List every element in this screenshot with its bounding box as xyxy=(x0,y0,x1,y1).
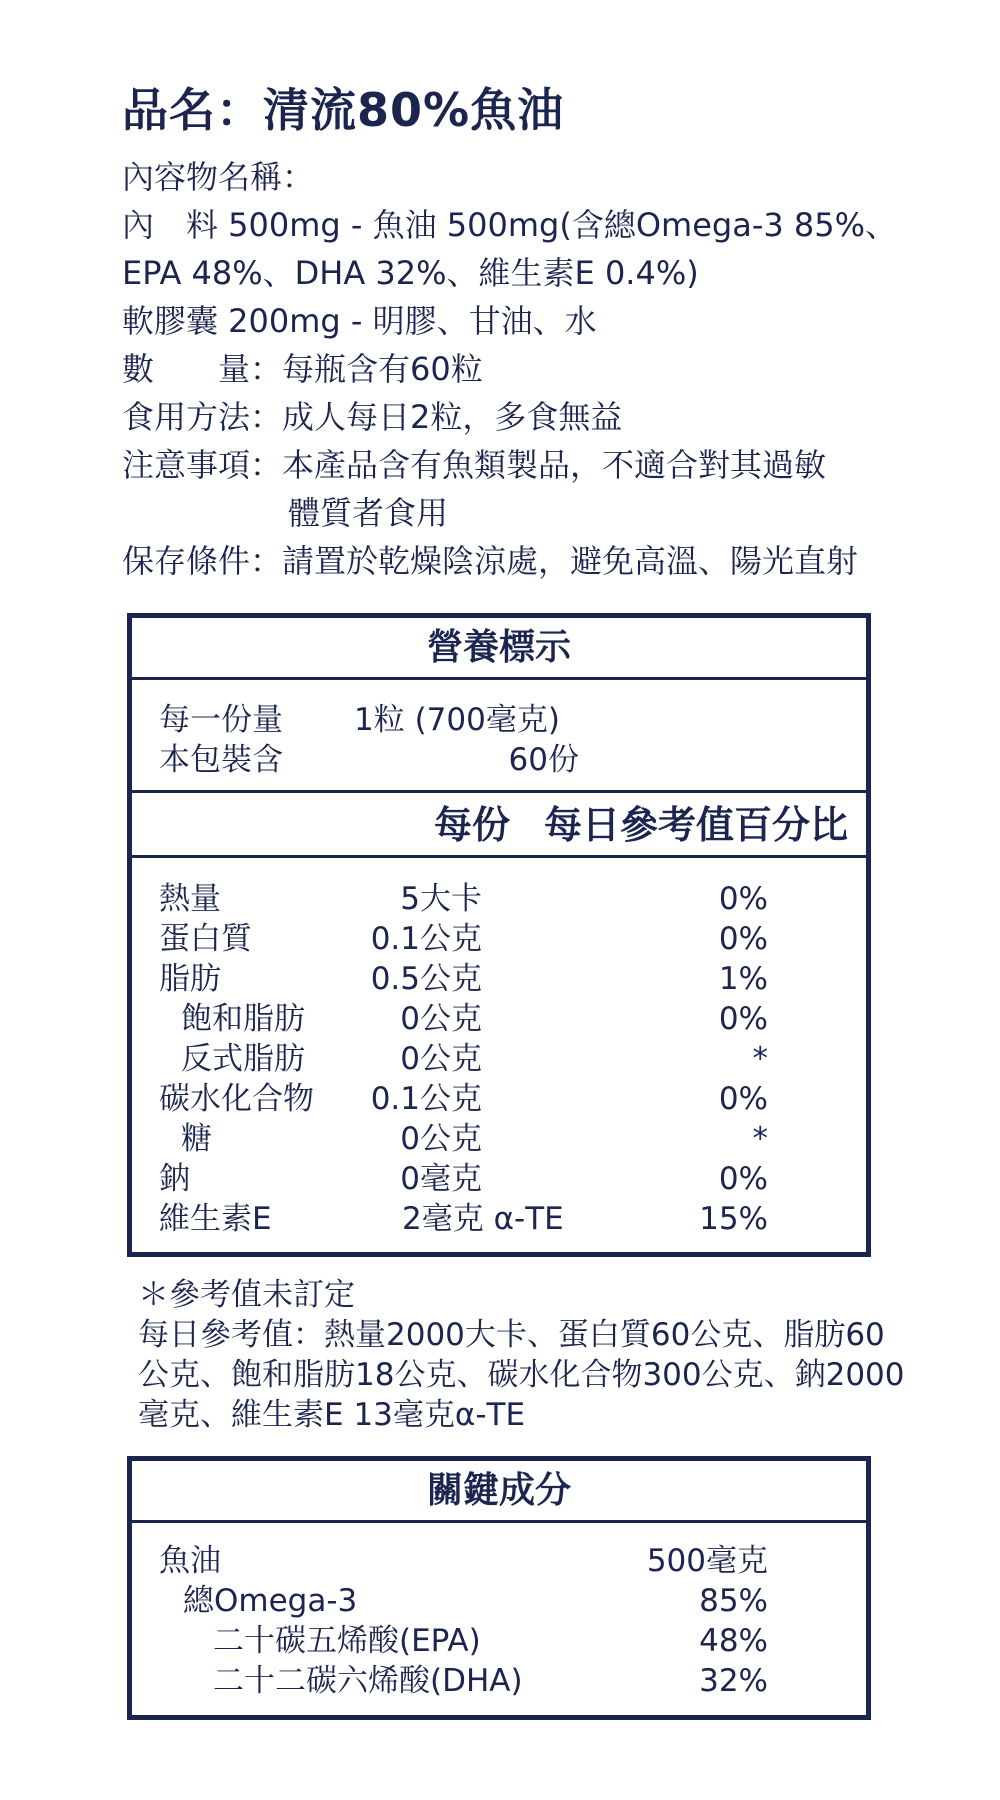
serving-info xyxy=(159,700,579,780)
nutrient-percent: 0% xyxy=(718,881,768,917)
ingredient-value: 500毫克 xyxy=(646,1543,768,1579)
nutrient-name: 維生素E xyxy=(159,1201,272,1237)
nutrient-value: 0.5公克 xyxy=(370,961,482,997)
table-row xyxy=(159,1119,866,1159)
nutrient-percent: * xyxy=(752,1121,768,1157)
ingredient-value: 48% xyxy=(699,1623,768,1659)
nutrient-percent: 15% xyxy=(699,1201,768,1237)
nutrition-table xyxy=(159,879,866,1239)
table-row xyxy=(159,999,866,1039)
serving-size-value: 1粒 (700毫克) xyxy=(354,702,560,738)
info-line-storage: 保存條件：請置於乾燥陰涼處，避免高溫、陽光直射 xyxy=(122,542,859,580)
nutrition-title: 營養標示 xyxy=(132,618,866,680)
nutrient-value: 0毫克 xyxy=(400,1161,482,1197)
table-row xyxy=(159,1079,866,1119)
info-line-contents-heading: 內容物名稱： xyxy=(122,158,315,196)
serving-size-label: 每一份量 xyxy=(159,702,283,738)
footnote-line: ＊參考值未訂定 xyxy=(138,1277,355,1313)
nutrient-name: 蛋白質 xyxy=(159,921,252,957)
nutrient-value: 0.1公克 xyxy=(370,921,482,957)
nutrition-facts-box xyxy=(127,613,871,1257)
product-info xyxy=(122,153,902,585)
table-row xyxy=(159,1661,866,1701)
servings-per-pack-label: 本包裝含 xyxy=(159,742,283,778)
table-row xyxy=(159,1039,866,1079)
info-line-ingredients-cont: EPA 48%、DHA 32%、維生素E 0.4%) xyxy=(122,254,699,292)
info-line-caution: 注意事項：本產品含有魚類製品，不適合對其過敏 xyxy=(122,446,827,484)
divider xyxy=(132,855,866,858)
ingredient-name: 總Omega-3 xyxy=(183,1583,358,1619)
col-per-serving: 每份 xyxy=(433,803,510,847)
nutrient-value: 2毫克 α-TE xyxy=(402,1201,564,1237)
table-row xyxy=(159,1541,866,1581)
table-row xyxy=(159,1621,866,1661)
nutrient-percent: 1% xyxy=(718,961,768,997)
table-row xyxy=(159,1199,866,1239)
table-row xyxy=(159,959,866,999)
nutrient-name: 碳水化合物 xyxy=(159,1081,314,1117)
info-line-caution-cont: 體質者食用 xyxy=(288,494,449,532)
nutrient-value: 0公克 xyxy=(400,1001,482,1037)
key-ingredients-title: 關鍵成分 xyxy=(132,1461,866,1523)
ingredient-name: 魚油 xyxy=(159,1543,221,1579)
table-row xyxy=(159,1581,866,1621)
info-line-ingredients: 內 料 500mg - 魚油 500mg(含總Omega-3 85%、 xyxy=(122,206,898,244)
nutrient-percent: * xyxy=(752,1041,768,1077)
table-row xyxy=(159,879,866,919)
key-ingredients-box xyxy=(127,1456,871,1720)
nutrient-name: 脂肪 xyxy=(159,961,221,997)
table-row xyxy=(159,1159,866,1199)
nutrient-name: 飽和脂肪 xyxy=(181,1001,305,1037)
ingredient-name: 二十碳五烯酸(EPA) xyxy=(213,1623,481,1659)
footnote-line: 每日參考值：熱量2000大卡、蛋白質60公克、脂肪60 xyxy=(138,1317,885,1353)
daily-reference-footnote xyxy=(138,1275,905,1435)
nutrition-column-header xyxy=(132,795,866,855)
footnote-line: 毫克、維生素E 13毫克α-TE xyxy=(138,1397,526,1433)
nutrient-percent: 0% xyxy=(718,1081,768,1117)
ingredient-name: 二十二碳六烯酸(DHA) xyxy=(213,1663,523,1699)
nutrient-percent: 0% xyxy=(718,1001,768,1037)
nutrient-percent: 0% xyxy=(718,1161,768,1197)
nutrient-name: 鈉 xyxy=(159,1161,190,1197)
info-line-capsule: 軟膠囊 200mg - 明膠、甘油、水 xyxy=(122,302,597,340)
nutrient-value: 0公克 xyxy=(400,1121,482,1157)
nutrient-value: 0公克 xyxy=(400,1041,482,1077)
nutrient-name: 糖 xyxy=(181,1121,212,1157)
nutrient-value: 5大卡 xyxy=(400,881,482,917)
info-line-quantity: 數 量：每瓶含有60粒 xyxy=(122,350,483,388)
footnote-line: 公克、飽和脂肪18公克、碳水化合物300公克、鈉2000 xyxy=(138,1357,905,1393)
col-daily-value: 每日參考值百分比 xyxy=(543,803,848,847)
key-ingredients-table xyxy=(159,1541,866,1701)
table-row xyxy=(159,919,866,959)
nutrient-percent: 0% xyxy=(718,921,768,957)
divider xyxy=(132,790,866,793)
ingredient-value: 85% xyxy=(699,1583,768,1619)
nutrient-name: 熱量 xyxy=(159,881,221,917)
ingredient-value: 32% xyxy=(699,1663,768,1699)
nutrient-name: 反式脂肪 xyxy=(181,1041,305,1077)
servings-per-pack-value: 60份 xyxy=(508,742,579,778)
nutrient-value: 0.1公克 xyxy=(370,1081,482,1117)
product-name-title: 品名：清流80%魚油 xyxy=(122,83,565,137)
info-line-usage: 食用方法：成人每日2粒，多食無益 xyxy=(122,398,623,436)
